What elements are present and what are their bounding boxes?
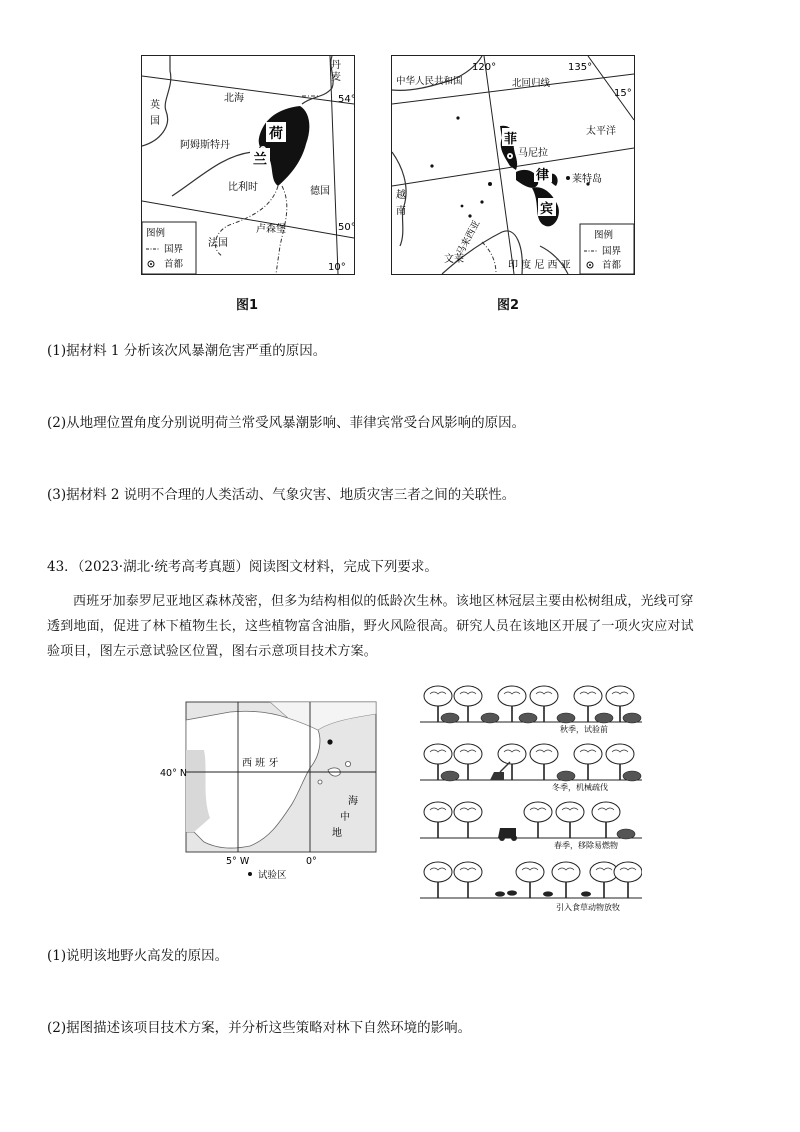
question-1: (1)据材料 1 分析该次风暴潮危害严重的原因。 (47, 343, 327, 359)
panel-spring (420, 802, 642, 851)
svg-text:54°: 54° (338, 94, 354, 105)
project-panels-svg (420, 682, 642, 914)
label-brunei: 文莱 (444, 254, 464, 265)
panel-grazing-label: 引入食草动物放牧 (556, 903, 620, 912)
label-france: 法国 (208, 238, 228, 249)
panel-spring-label: 春季，移除易燃物 (554, 841, 618, 850)
spain-map-svg (160, 700, 380, 890)
label-tropic-of-cancer: 北回归线 (512, 78, 551, 89)
label-med-sea: 海 (348, 796, 358, 807)
label-malaysia: 马来西亚 (454, 218, 483, 258)
question-43-2: (2)据图描述该项目技术方案，并分析这些策略对林下自然环境的影响。 (47, 1020, 472, 1036)
label-spain: 西 班 牙 (242, 758, 279, 769)
svg-text:律: 律 (536, 168, 550, 183)
label-denmark: 丹 (331, 60, 341, 71)
material-text (47, 589, 767, 664)
spain-map (160, 700, 380, 890)
svg-text:120°: 120° (472, 62, 497, 73)
project-panels (420, 682, 642, 914)
label-belgium: 比利时 (228, 182, 258, 193)
test-area-marker (327, 739, 332, 744)
material-line: 透到地面，促进了林下植物生长，这些植物富含油脂，野火风险很高。研究人员在该地区开展了一项火灾应对试 (47, 619, 694, 634)
panel-winter (420, 744, 642, 793)
panel-autumn-label: 秋季，试验前 (560, 725, 608, 734)
question-43-1: (1)说明该地野火高发的原因。 (47, 948, 229, 964)
fig2-legend-title: 图例 (594, 230, 614, 241)
svg-text:国: 国 (150, 116, 160, 127)
fig1-legend-title: 图例 (146, 228, 166, 239)
svg-text:50°: 50° (338, 222, 354, 233)
figure-1-map (141, 55, 355, 275)
material-line: 西班牙加泰罗尼亚地区森林茂密，但多为结构相似的低龄次生林。该地区林冠层主要由松树组成，光线可穿 (73, 594, 694, 609)
label-north-sea: 北海 (224, 93, 244, 104)
figure-2-map (391, 55, 635, 275)
label-netherlands: 荷 (269, 126, 283, 142)
panel-grazing (420, 862, 642, 912)
question-43-header: 43．（2023·湖北·统考高考真题）阅读图文材料，完成下列要求。 (47, 559, 438, 575)
svg-text:中: 中 (340, 812, 350, 823)
svg-text:麦: 麦 (331, 72, 341, 83)
svg-text:兰: 兰 (253, 152, 267, 168)
label-pacific: 太平洋 (586, 126, 616, 137)
label-leyte: 莱特岛 (572, 174, 602, 185)
figure-2-caption: 图2 (497, 298, 520, 313)
spain-legend-test-area: 试验区 (258, 870, 287, 881)
label-china: 中华人民共和国 (396, 76, 463, 87)
label-indonesia: 印 度 尼 西 亚 (508, 260, 571, 271)
figure-1-caption: 图1 (236, 298, 259, 313)
label-germany: 德国 (310, 186, 330, 197)
svg-text:135°: 135° (568, 62, 593, 73)
label-vietnam: 越 (396, 190, 406, 201)
svg-text:40° N: 40° N (160, 768, 187, 779)
label-uk: 英 (150, 100, 160, 111)
label-manila: 马尼拉 (518, 148, 548, 159)
question-2: (2)从地理位置角度分别说明荷兰常受风暴潮影响、菲律宾常受台风影响的原因。 (47, 415, 526, 431)
svg-text:国界: 国界 (164, 244, 184, 255)
svg-text:5° W: 5° W (226, 856, 250, 867)
question-3: (3)据材料 2 说明不合理的人类活动、气象灾害、地质灾害三者之间的关联性。 (47, 487, 516, 503)
svg-text:15°: 15° (614, 88, 632, 99)
figure-2-svg (392, 56, 634, 274)
label-philippines: 菲 (504, 132, 518, 147)
svg-text:国界: 国界 (602, 246, 622, 257)
figure-1-svg (142, 56, 354, 274)
svg-text:10°: 10° (328, 262, 346, 273)
svg-text:地: 地 (332, 828, 342, 839)
svg-text:首都: 首都 (602, 260, 622, 271)
svg-text:首都: 首都 (164, 259, 184, 270)
svg-text:0°: 0° (306, 856, 317, 867)
panel-autumn (420, 686, 642, 735)
label-amsterdam: 阿姆斯特丹 (180, 140, 230, 151)
material-line: 验项目，图左示意试验区位置，图右示意项目技术方案。 (47, 644, 378, 659)
svg-text:宾: 宾 (540, 202, 554, 217)
panel-winter-label: 冬季，机械疏伐 (552, 783, 608, 792)
label-luxembourg: 卢森堡 (256, 224, 286, 235)
svg-text:南: 南 (396, 206, 406, 217)
